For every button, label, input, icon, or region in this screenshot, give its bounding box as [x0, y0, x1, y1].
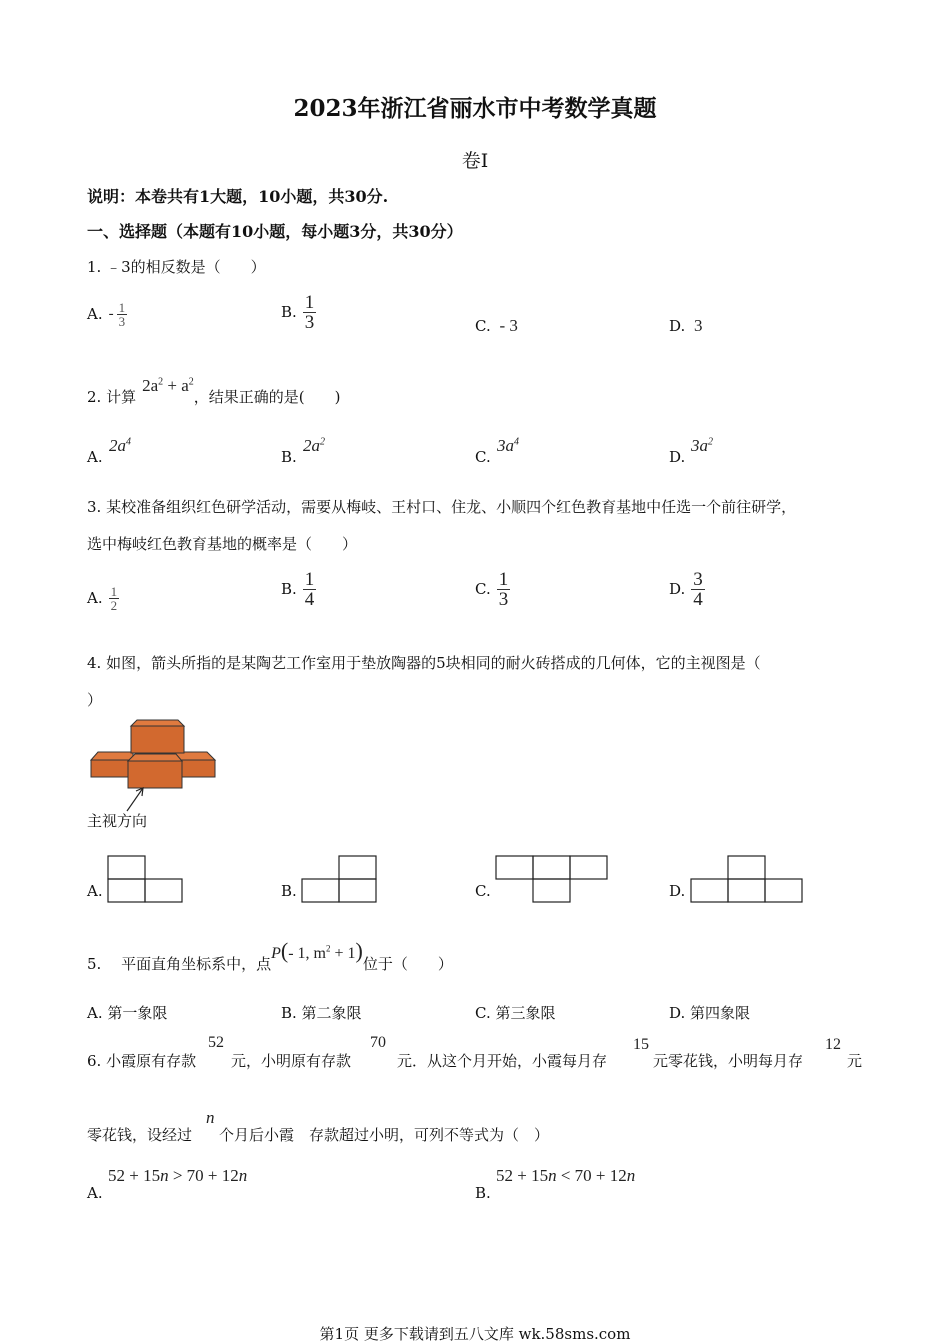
point-expression — [271, 938, 363, 964]
q4-stem-line2: ） — [87, 691, 103, 709]
text: 元．从这个月开始，小霞每月存 — [397, 1052, 608, 1070]
q4-option-b-view — [301, 855, 379, 903]
coord: - 1, m — [288, 945, 326, 962]
q3-stem-line2: 选中梅岐红色教育基地的概率是（ ） — [87, 535, 358, 553]
point-name: P — [271, 945, 281, 962]
brick-front — [128, 761, 182, 788]
denominator: 3 — [498, 588, 509, 610]
number: 70 — [370, 1034, 386, 1051]
view-cell — [108, 856, 145, 879]
view-cell — [302, 879, 339, 902]
minus-sign: - — [108, 305, 114, 322]
q1-option-c — [475, 316, 518, 336]
exponent: 2 — [320, 436, 325, 448]
q5-option-c: C. 第三象限 — [475, 1004, 556, 1022]
number: 15 — [633, 1036, 649, 1053]
text: 个月后小霞 存款超过小明，可列不等式为（ ） — [219, 1126, 550, 1144]
view-cell — [728, 856, 765, 879]
brick-top-face — [131, 720, 184, 726]
view-cell — [339, 856, 376, 879]
q4-option-d-label: D. — [669, 882, 686, 900]
coord: + 1 — [330, 945, 356, 962]
brick-top-face — [128, 754, 182, 761]
text: 元零花钱，小明每月存 — [653, 1052, 804, 1070]
stem-suffix: ，结果正确的是( ) — [193, 387, 341, 406]
paper-label: 卷Ⅰ — [461, 150, 489, 172]
option-label: D. — [669, 448, 686, 466]
brick-left — [91, 760, 133, 777]
q4-option-c-label: C. — [475, 882, 491, 900]
option-label: A. — [87, 305, 103, 323]
term: 2a — [142, 376, 159, 395]
denominator: 4 — [693, 588, 703, 610]
fraction — [109, 585, 120, 612]
text: 元，小明原有存款 — [231, 1052, 352, 1070]
term: < 70 + 12 — [556, 1166, 627, 1185]
expression — [142, 376, 194, 396]
option-expr — [497, 436, 519, 456]
option-label: C. — [475, 580, 491, 598]
variable: n — [206, 1108, 215, 1127]
option-label: B. — [281, 448, 297, 466]
stem-prefix: 2. 计算 — [87, 387, 137, 406]
denominator: 4 — [304, 588, 315, 610]
fraction — [303, 570, 317, 609]
numerator: 1 — [110, 583, 118, 599]
option-label: C. — [475, 448, 491, 466]
q5-stem — [87, 940, 453, 976]
text: 元 — [847, 1052, 863, 1070]
option-value: 3 — [694, 316, 703, 335]
brick-top — [131, 726, 184, 753]
view-cell — [145, 879, 182, 902]
term: 2a — [303, 436, 320, 455]
view-cell — [765, 879, 802, 902]
paper-note: 说明：本卷共有1大题，10小题，共30分. — [87, 187, 389, 206]
text: 零花钱，设经过 — [87, 1126, 193, 1144]
variable: n — [238, 1166, 248, 1185]
brick-top-face — [91, 752, 133, 760]
option-label: A. — [87, 589, 103, 607]
q4-option-b-label: B. — [281, 882, 297, 900]
fraction — [117, 301, 128, 328]
term: 3a — [691, 436, 708, 455]
section-heading: 一、选择题（本题有10小题，每小题3分，共30分） — [87, 222, 463, 241]
term: 2a — [109, 436, 126, 455]
q2-stem — [87, 376, 341, 416]
term: 52 + 15 — [496, 1166, 549, 1185]
view-cell — [533, 856, 570, 879]
page-title: 2023年浙江省丽水市中考数学真题 — [293, 95, 657, 122]
fraction — [303, 293, 317, 332]
numerator: 1 — [304, 291, 315, 313]
option-label: B. — [475, 1184, 491, 1202]
exponent: 2 — [708, 436, 713, 448]
page-footer: 第1页 更多下载请到五八文库 wk.58sms.com — [319, 1325, 631, 1343]
fraction — [691, 570, 705, 609]
stem-suffix: 位于（ ） — [362, 955, 453, 973]
term: > 70 + 12 — [168, 1166, 239, 1185]
q1-option-b — [281, 288, 316, 336]
view-cell — [728, 879, 765, 902]
exponent: 4 — [514, 436, 519, 448]
view-cell — [496, 856, 533, 879]
q3-option-c — [475, 564, 510, 614]
option-label: B. — [281, 580, 297, 598]
option-label: A. — [87, 448, 103, 466]
q1-option-d — [669, 316, 703, 336]
q3-option-d — [669, 564, 705, 614]
term: + a — [163, 376, 189, 395]
exponent: 2 — [325, 943, 331, 954]
option-expr — [109, 436, 131, 456]
brick-stack-figure — [85, 714, 225, 814]
q3-stem-line1: 3. 某校准备组织红色研学活动，需要从梅岐、王村口、住龙、小顺四个红色教育基地中任选一个前往研学， — [87, 498, 797, 516]
exponent: 2 — [158, 376, 164, 388]
q4-option-a-label: A. — [87, 882, 103, 900]
option-label: A. — [87, 1184, 103, 1202]
variable: n — [548, 1166, 557, 1185]
variable: n — [626, 1166, 636, 1185]
view-cell — [570, 856, 607, 879]
numerator: 1 — [304, 568, 315, 590]
inequality — [108, 1166, 247, 1186]
view-cell — [691, 879, 728, 902]
term: 3a — [497, 436, 514, 455]
q4-option-a-view — [107, 855, 185, 903]
view-arrow — [127, 788, 143, 811]
paren: ( — [280, 938, 289, 963]
q4-option-d-view — [690, 855, 805, 903]
fraction — [497, 570, 511, 609]
option-value: - 3 — [499, 316, 518, 335]
text: 6. 小霞原有存款 — [87, 1052, 197, 1070]
option-label: C. — [475, 317, 491, 335]
q4-option-c-view — [495, 855, 610, 903]
bricks — [91, 720, 215, 788]
stem-prefix: 5. 平面直角坐标系中，点 — [87, 955, 272, 973]
inequality — [496, 1166, 635, 1186]
numerator: 3 — [693, 568, 703, 590]
numerator: 1 — [118, 299, 126, 315]
q4-stem-line1: 4. 如图，箭头所指的是某陶艺工作室用于垫放陶器的5块相同的耐火砖搭成的几何体，它的主视图是（ — [87, 654, 761, 672]
view-cell — [108, 879, 145, 902]
exponent: 4 — [126, 436, 131, 448]
q3-option-b — [281, 564, 316, 614]
option-expr — [691, 436, 713, 456]
numerator: 1 — [498, 568, 509, 590]
option-label: D. — [669, 580, 686, 598]
q5-option-d: D. 第四象限 — [669, 1004, 751, 1022]
q1-stem: 1. ﹣3的相反数是（ ） — [87, 258, 266, 276]
variable: n — [160, 1166, 169, 1185]
option-expr — [303, 436, 325, 456]
view-cell — [339, 879, 376, 902]
number: 12 — [825, 1036, 841, 1053]
view-cell — [533, 879, 570, 902]
exponent: 2 — [188, 376, 194, 388]
denominator: 3 — [118, 313, 126, 329]
term: 52 + 15 — [108, 1166, 161, 1185]
denominator: 3 — [304, 311, 315, 333]
q3-option-a — [87, 578, 119, 618]
option-label: D. — [669, 317, 686, 335]
number: 52 — [208, 1034, 224, 1051]
denominator: 2 — [110, 597, 118, 613]
q5-option-a: A. 第一象限 — [87, 1004, 168, 1022]
figure-caption: 主视方向 — [87, 812, 148, 830]
paren: ) — [355, 938, 363, 963]
q1-option-a — [87, 294, 127, 334]
option-label: B. — [281, 303, 297, 321]
q5-option-b: B. 第二象限 — [281, 1004, 362, 1022]
